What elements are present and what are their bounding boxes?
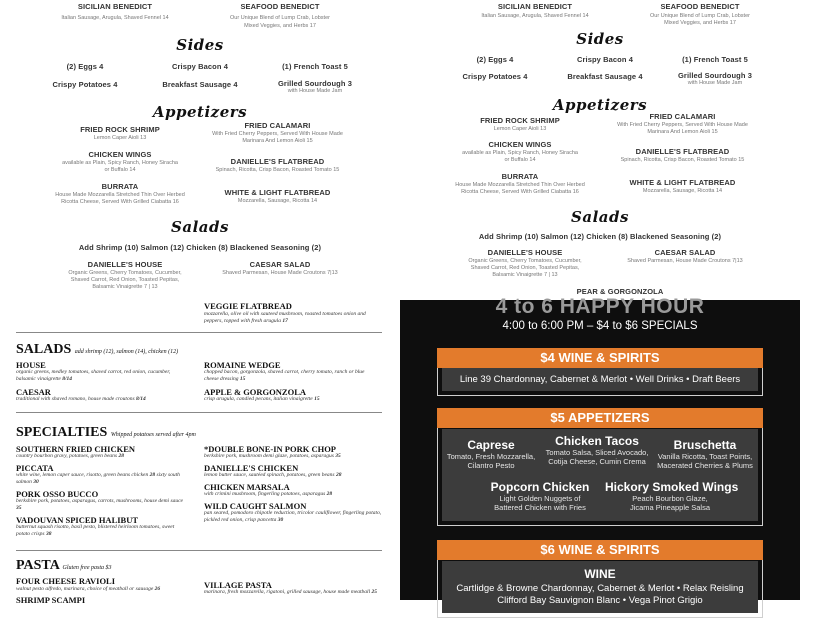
happy-hour-subtitle: 4:00 to 6:00 PM – $4 to $6 SPECIALS [502,320,698,332]
side-item: (1) French Toast 5 [282,62,348,71]
section-title: $4 WINE & SPIRITS [437,348,763,368]
appetizer-desc: With Fried Cherry Peppers, Served With House Made [212,131,343,137]
menu-item-name: SEAFOOD BENEDICT [240,2,320,11]
appetizer-desc: House Made Mozzarella Stretched Thin Over Herbed [55,192,185,198]
menu-item-desc: white wine, lemon caper sauce, risotto, green beans chicken 28 sixty south salmon 30 [16,472,180,485]
menu-item-name: SHRIMP SCAMPI [16,595,86,605]
appetizer-name: CHICKEN WINGS [488,140,552,149]
salad-desc: Shaved Carrot, Red Onion, Toasted Pepitas, [70,277,180,283]
salad-desc: Shaved Parmesan, House Made Croutons 7|13 [222,270,338,276]
specialties-heading: SPECIALTIES Whipped potatoes served after 4pm [16,425,196,440]
salad-desc: Balsamic Vinaigrette 7 | 13 [92,284,158,290]
appetizer-desc: Marinara And Lemon Aioli 15 [242,138,313,144]
menu-item-name: VADOUVAN SPICED HALIBUT [16,515,139,525]
appetizer-desc: With Fried Cherry Peppers, Served With House Made [617,122,748,128]
divider [16,550,382,551]
menu-item-name: WILD CAUGHT SALMON [204,501,307,511]
appetizer-desc: Spinach, Ricotta, Crisp Bacon, Roasted Tomato 15 [620,157,745,163]
menu-item-desc: walnut pesto alfredo, marinara, choice of meatball or sausage 26 [16,586,161,592]
appetizer-desc: Spinach, Ricotta, Crisp Bacon, Roasted Tomato 15 [215,167,340,173]
appetizer-name: DANIELLE'S FLATBREAD [635,147,730,156]
menu-item-name: FOUR CHEESE RAVIOLI [16,576,116,586]
salad-desc: Organic Greens, Cherry Tomatoes, Cucumber, [68,270,182,276]
section-line: Clifford Bay Sauvignon Blanc • Vega Pinot Grigio [497,595,703,606]
menu-item-name: SICILIAN BENEDICT [497,2,573,11]
menu-item-name: APPLE & GORGONZOLA [204,387,307,397]
menu-item-name: CHICKEN MARSALA [204,482,290,492]
appetizer-desc: Ricotta Cheese, Served With Grilled Ciabatta 16 [461,189,579,195]
appetizer-desc: Marinara And Lemon Aioli 15 [647,129,718,135]
appetizer-name: FRIED CALAMARI [244,121,311,130]
menu-item-desc: with crimini mushroom, fingerling potatoes, asparagus 28 [204,491,333,497]
appetizers-heading: Appetizers [552,96,648,114]
appetizer-special: Caprese Tomato, Fresh Mozzarella, Cilantro Pesto [446,438,536,470]
salads-addon: Add Shrimp (10) Salmon (12) Chicken (8) Blackened Seasoning (2) [78,243,322,252]
side-item-note: with House Made Jam [287,88,343,94]
salads-addon: Add Shrimp (10) Salmon (12) Chicken (8) Blackened Seasoning (2) [478,232,722,241]
menu-item-desc: butternut squash risotto, basil pesto, blistered heirloom tomatoes, sweet potato crisps 38 [16,524,175,537]
salads-heading: SALADS add shrimp (12), salmon (14), chicken (12) [16,342,179,357]
divider [16,332,382,333]
side-item: (1) French Toast 5 [682,55,748,64]
salad-desc: Balsamic Vinaigrette 7 | 13 [492,272,558,278]
section-subtitle: WINE [584,567,616,581]
menu-item-name: CAESAR [16,387,51,397]
salad-name: DANIELLE'S HOUSE [87,260,163,269]
section-title: $6 WINE & SPIRITS [437,540,763,560]
menu-item-name: DANIELLE'S CHICKEN [204,463,299,473]
appetizer-name: CHICKEN WINGS [88,150,152,159]
appetizer-special: Hickory Smoked Wings Peach Bourbon Glaze, Jicama Pineapple Salsa [605,480,739,512]
appetizer-special: Bruschetta Vanilla Ricotta, Toast Points, Macerated Cherries & Plums [657,438,753,470]
appetizer-name: BURRATA [101,182,139,191]
menu-item-desc: berkshire pork, potatoes, asparagus, carrots, mushrooms, house demi sauce 35 [16,498,183,511]
salads-heading: Salads [571,208,629,226]
menu-item-desc: lemon butter sauce, sautéed spinach, potatoes, green beans 28 [204,472,342,478]
menu-item-name: SICILIAN BENEDICT [77,2,153,11]
menu-item-desc: pan seared, pomodoro chipotle reduction, tricolor cauliflower, fingerling potato, pickled red onion, crisp pancetta 30 [204,510,382,523]
menu-item-desc: Italian Sausage, Arugula, Shaved Fennel 14 [61,15,169,21]
menu-item-name: PICCATA [16,463,54,473]
happy-hour-board [400,295,800,606]
appetizer-desc: or Buffalo 14 [504,157,536,163]
appetizer-desc: Ricotta Cheese, Served With Grilled Ciabatta 16 [61,199,179,205]
brunch-menu-right [400,0,800,300]
side-item: Crispy Bacon 4 [171,62,228,71]
side-item: (2) Eggs 4 [66,62,104,71]
salads-heading: Salads [171,218,229,236]
menu-item-name: SEAFOOD BENEDICT [660,2,740,11]
appetizer-desc: available as Plain, Spicy Ranch, Honey Siracha [62,160,178,166]
appetizer-desc: Mozzarella, Sausage, Ricotta 14 [237,198,318,204]
menu-item-desc: traditional with shaved romano, house made croutons 8/14 [16,396,146,402]
salad-name: CAESAR SALAD [249,260,311,269]
appetizer-desc: or Buffalo 14 [104,167,136,173]
menu-item-name: HOUSE [16,360,46,370]
menu-item-name: VEGGIE FLATBREAD [204,301,292,311]
appetizer-desc: Mozzarella, Sausage, Ricotta 14 [642,188,723,194]
menu-item-name: *DOUBLE BONE-IN PORK CHOP [204,444,336,454]
side-item: Crispy Bacon 4 [576,55,633,64]
appetizer-special: Popcorn Chicken Light Golden Nuggets of Battered Chicken with Fries [490,480,590,512]
appetizer-name: BURRATA [501,172,539,181]
sides-heading: Sides [176,36,224,54]
menu-item-name: PORK OSSO BUCCO [16,489,99,499]
side-item: Crispy Potatoes 4 [462,72,528,81]
appetizer-desc: House Made Mozzarella Stretched Thin Over Herbed [455,182,585,188]
menu-item-desc: Italian Sausage, Arugula, Shaved Fennel 14 [481,13,589,19]
salad-name: DANIELLE'S HOUSE [487,248,563,257]
appetizer-name: WHITE & LIGHT FLATBREAD [224,188,331,197]
menu-item-desc: crisp arugula, candied pecans, italian vinaigrette 15 [204,396,320,402]
side-item: Breakfast Sausage 4 [567,72,643,81]
appetizer-name: WHITE & LIGHT FLATBREAD [629,178,736,187]
menu-item-desc: marinara, fresh mozzarella, rigatoni, grilled sausage, house made meatball 25 [204,589,377,595]
appetizer-name: FRIED ROCK SHRIMP [80,125,160,134]
menu-item-desc: berkshire pork, mushroom demi glaze, potatoes, asparagus 35 [204,453,341,459]
sides-heading: Sides [576,30,624,48]
menu-item-desc: mozzarella, olive oil with sauteed mushroom, roasted tomatoes onion and peppers, topped with fresh arugula 17 [204,311,366,324]
appetizer-special: Chicken Tacos Tomato Salsa, Sliced Avocado, Cotija Cheese, Cumin Crema [545,434,649,466]
side-item-note: with House Made Jam [687,80,743,86]
appetizer-desc: Lemon Caper Aioli 13 [93,135,147,141]
menu-item-desc: Our Unique Blend of Lump Crab, Lobster [650,13,750,19]
menu-item-name: SOUTHERN FRIED CHICKEN [16,444,136,454]
menu-item-desc: chopped bacon, gorgonzola, shaved carrot, cherry tomato, ranch or blue cheese dressing 15 [204,369,365,382]
appetizer-desc: available as Plain, Spicy Ranch, Honey Siracha [462,150,578,156]
appetizer-desc: Lemon Caper Aioli 13 [493,126,547,132]
menu-item-name: ROMAINE WEDGE [204,360,281,370]
divider [16,412,382,413]
side-item: Crispy Potatoes 4 [52,80,118,89]
menu-item-desc: organic greens, medley tomatoes, shaved carrot, red onion, cucumber, balsamic vinaigrette 8/14 [16,369,171,382]
section-line: Line 39 Chardonnay, Cabernet & Merlot • Well Drinks • Draft Beers [459,374,741,385]
menu-item-desc: country bourbon gravy, potatoes, green beans 28 [16,453,124,459]
menu-item-desc: Our Unique Blend of Lump Crab, Lobster [230,15,330,21]
side-item: Grilled Sourdough 3 [278,79,352,88]
salad-name: CAESAR SALAD [654,248,716,257]
salad-desc: Shaved Parmesan, House Made Croutons 7|13 [627,258,743,264]
side-item: Grilled Sourdough 3 [678,71,752,80]
brunch-menu-left [0,0,400,296]
happy-hour-title: 4 to 6 HAPPY HOUR [495,295,705,318]
pasta-heading: PASTA Gluten free pasta $3 [16,558,112,573]
menu-item-desc: Mixed Veggies, and Herbs 17 [664,20,736,26]
menu-item-desc: Mixed Veggies, and Herbs 17 [244,23,316,29]
side-item: Breakfast Sausage 4 [162,80,238,89]
appetizer-name: FRIED ROCK SHRIMP [480,116,560,125]
dinner-menu [0,296,400,605]
appetizer-name: FRIED CALAMARI [649,112,716,121]
appetizers-heading: Appetizers [152,103,248,121]
section-title: $5 APPETIZERS [437,408,763,428]
section-line: Cartlidge & Browne Chardonnay, Cabernet & Merlot • Relax Reisling [456,583,744,594]
appetizer-name: DANIELLE'S FLATBREAD [230,157,325,166]
salad-name: PEAR & GORGONZOLA [576,287,664,296]
salad-desc: Organic Greens, Cherry Tomatoes, Cucumber, [468,258,582,264]
salad-desc: Shaved Carrot, Red Onion, Toasted Pepitas, [470,265,580,271]
menu-item-name: VILLAGE PASTA [204,580,272,590]
side-item: (2) Eggs 4 [476,55,514,64]
